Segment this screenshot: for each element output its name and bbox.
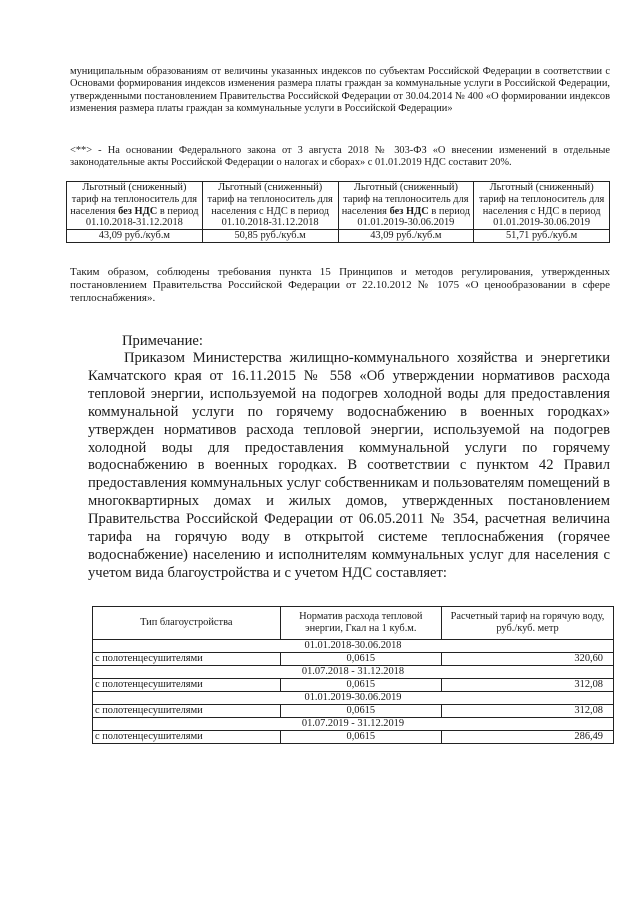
norm-value-cell: 0,0615 <box>280 679 442 692</box>
norm-period-row <box>93 718 614 731</box>
norm-table-header-row <box>93 607 614 640</box>
norm-tariff-cell: 286,49 <box>442 731 614 744</box>
tariff-header-cell: Льготный (сниженный) тариф на теплоноситель для населения с НДС в период 01.01.2019-30.06.2019 <box>474 182 610 230</box>
intro-paragraph: муниципальным образованиям от величины указанных индексов по субъектам Российской Федерации в соответствии с Основами формирования индексов изменения размера платы граждан за коммунальные услуги в Российской Федерации, утвержденными постановлением Правительства Российской Федерации от 30.04.2014 № 400 «О формировании индексов изменения размера платы граждан за коммунальные услуги в Российской Федерации» <box>70 66 610 115</box>
norm-period-cell: 01.07.2019 - 31.12.2019 <box>93 718 614 731</box>
tariff-header-cell: Льготный (сниженный) тариф на теплоноситель для населения без НДС в период 01.01.2019-30.06.2019 <box>338 182 474 230</box>
tariff-value-cell: 43,09 руб./куб.м <box>67 230 203 243</box>
norm-period-cell: 01.01.2019-30.06.2019 <box>93 692 614 705</box>
norm-period-cell: 01.07.2018 - 31.12.2018 <box>93 666 614 679</box>
norm-period-cell: 01.01.2018-30.06.2018 <box>93 640 614 653</box>
tariff-table-value-row <box>67 230 610 243</box>
norm-value-cell: 0,0615 <box>280 731 442 744</box>
norm-data-row <box>93 679 614 692</box>
norm-type-cell: с полотенцесушителями <box>93 705 281 718</box>
norm-tariff-cell: 312,08 <box>442 679 614 692</box>
norm-value-cell: 0,0615 <box>280 653 442 666</box>
norm-type-cell: с полотенцесушителями <box>93 679 281 692</box>
conclusion-paragraph: Таким образом, соблюдены требования пункта 15 Принципов и методов регулирования, утвержденных постановлением Правительства Российской Федерации от 22.10.2012 № 1075 «О ценообразовании в сфере теплоснабжения». <box>70 266 610 304</box>
norm-type-cell: с полотенцесушителями <box>93 731 281 744</box>
note-body: Приказом Министерства жилищно-коммунального хозяйства и энергетики Камчатского края от 16.11.2015 № 558 «Об утверждении нормативов расхода тепловой энергии, используемой на подогрев холодной воды для предоставления коммунальной услуги по горячему водоснабжению в военных городках» утвержден нормативов расхода тепловой энергии, используемой на подогрев холодной воды для предоставления коммунальной услуги по горячему водоснабжению в военных городках. В соответствии с пунктом 42 Правил предоставления коммунальных услуг собственникам и пользователям помещений в многоквартирных домах и жилых домов, утвержденных постановлением Правительства Российской Федерации от 06.05.2011 № 354, расчетная величина тарифа на горячую воду в открытой системе теплоснабжения (горячее водоснабжение) населению и исполнителям коммунальных услуг для населения с учетом вида благоустройства и с учетом НДС составляет: <box>88 350 610 581</box>
tariff-table-header-row <box>67 182 610 230</box>
footnote-paragraph: <**> - На основании Федерального закона от 3 августа 2018 № 303-ФЗ «О внесении изменений в отдельные законодательные акты Российской Федерации о налогах и сборах» с 01.01.2019 НДС составит 20%. <box>70 145 610 169</box>
note-heading: Примечание: <box>122 333 203 349</box>
norm-header-cell: Норматив расхода тепловой энергии, Гкал на 1 куб.м. <box>280 607 442 640</box>
norm-period-row <box>93 666 614 679</box>
norm-value-cell: 0,0615 <box>280 705 442 718</box>
tariff-header-cell: Льготный (сниженный) тариф на теплоноситель для населения с НДС в период 01.10.2018-31.12.2018 <box>202 182 338 230</box>
tariff-header-cell: Льготный (сниженный) тариф на теплоноситель для населения без НДС в период 01.10.2018-31.12.2018 <box>67 182 203 230</box>
norm-data-row <box>93 731 614 744</box>
norm-tariff-cell: 320,60 <box>442 653 614 666</box>
norm-tariff-cell: 312,08 <box>442 705 614 718</box>
norm-data-row <box>93 705 614 718</box>
norm-period-row <box>93 640 614 653</box>
norm-header-cell: Расчетный тариф на горячую воду, руб./куб. метр <box>442 607 614 640</box>
tariff-value-cell: 50,85 руб./куб.м <box>202 230 338 243</box>
norm-header-cell: Тип благоустройства <box>93 607 281 640</box>
tariff-value-cell: 51,71 руб./куб.м <box>474 230 610 243</box>
norm-period-row <box>93 692 614 705</box>
norm-table <box>92 606 614 744</box>
tariff-table <box>66 181 610 243</box>
norm-type-cell: с полотенцесушителями <box>93 653 281 666</box>
tariff-value-cell: 43,09 руб./куб.м <box>338 230 474 243</box>
norm-data-row <box>93 653 614 666</box>
